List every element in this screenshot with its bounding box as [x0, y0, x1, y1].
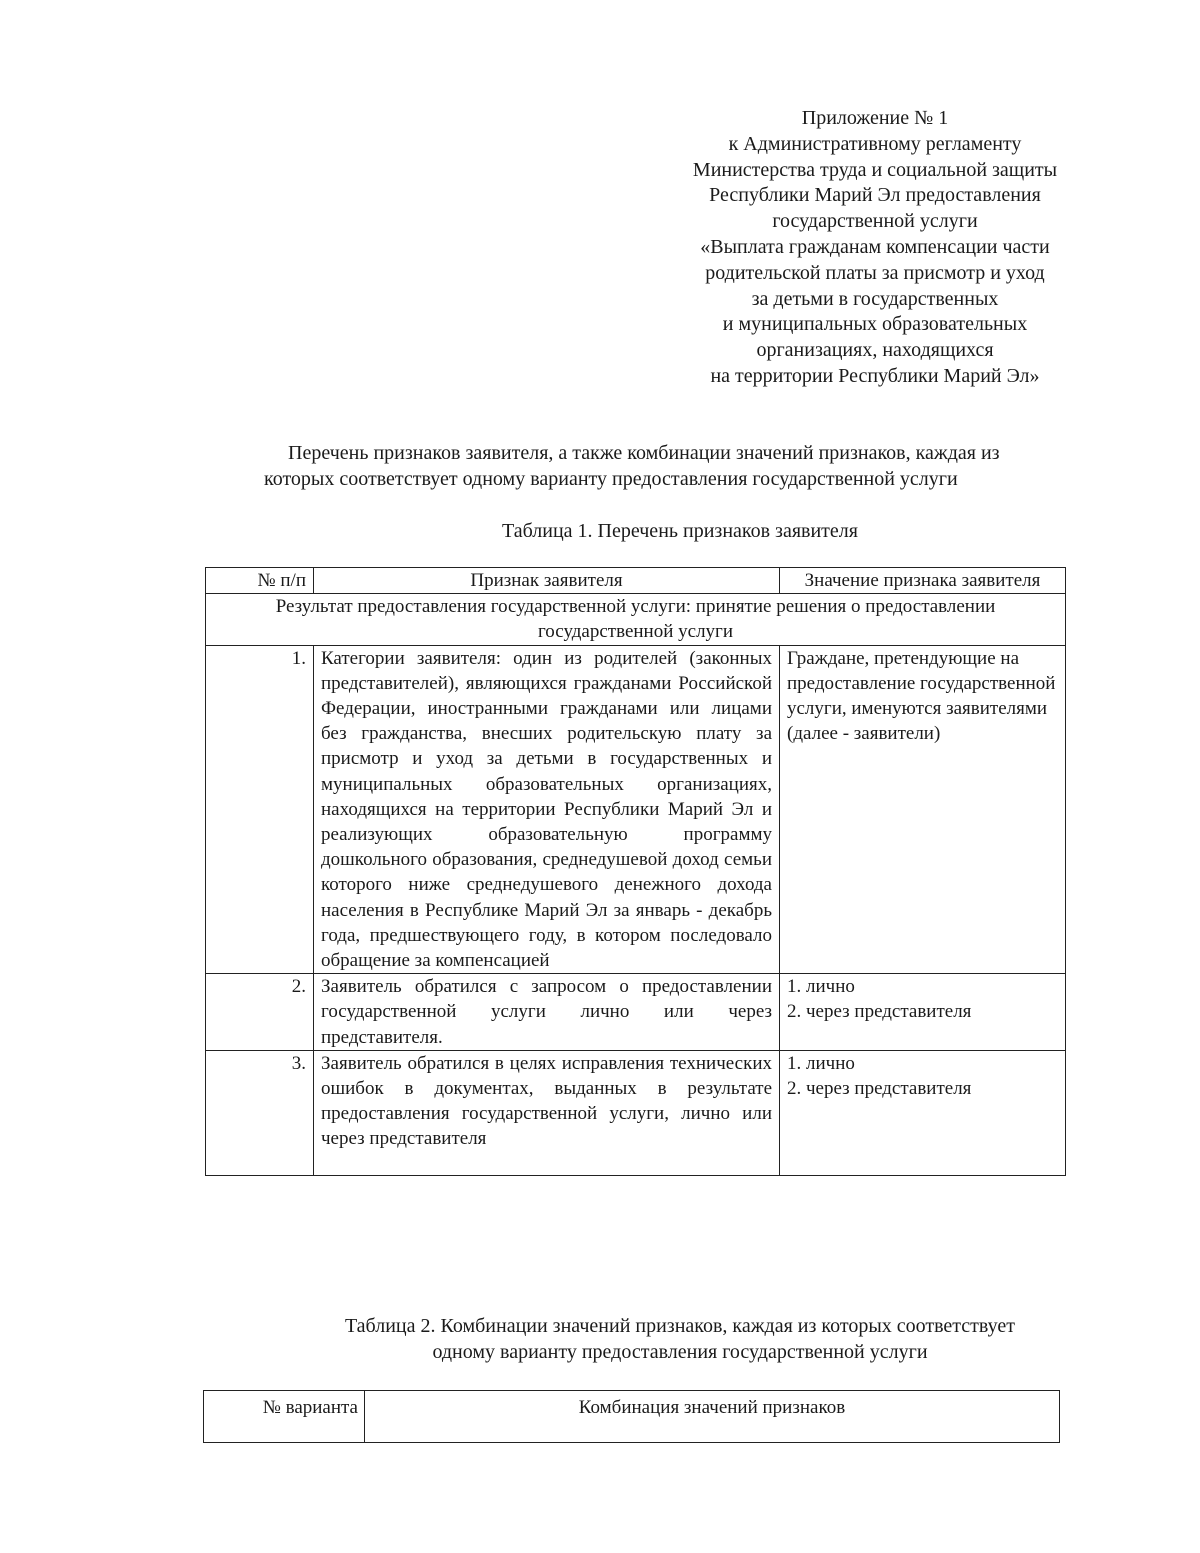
header-attribute: Признак заявителя	[314, 568, 780, 594]
document-heading	[258, 440, 1088, 492]
section-row	[206, 594, 1066, 645]
appendix-block	[660, 106, 1090, 390]
value-option: 2. через представителя	[787, 1001, 972, 1023]
row-num: 1.	[206, 645, 314, 974]
row-value	[780, 1050, 1066, 1175]
row-attribute: Заявитель обратился с запросом о предоставлении государственной услуги лично или через представителя.	[314, 974, 780, 1051]
appendix-line: за детьми в государственных	[751, 287, 999, 310]
row-attribute: Заявитель обратился в целях исправления технических ошибок в документах, выданных в результате предоставления государственной услуги, лично или через представителя	[314, 1050, 780, 1175]
section-title: Результат предоставления государственной услуги: принятие решения о предоставлении государственной услуги	[206, 594, 1066, 645]
header-variant: № варианта	[204, 1391, 365, 1443]
variant-combinations-table	[203, 1390, 1060, 1443]
appendix-line: Министерства труда и социальной защиты	[692, 158, 1058, 181]
table-row	[206, 1050, 1066, 1175]
appendix-line: Приложение № 1	[801, 107, 949, 129]
heading-line-1: Перечень признаков заявителя, а также комбинации значений признаков, каждая из	[288, 442, 1000, 464]
table-header-row	[204, 1391, 1060, 1443]
row-value	[780, 974, 1066, 1051]
value-option: 1. лично	[787, 976, 855, 998]
heading-line-2: которых соответствует одному варианту предоставления государственной услуги	[264, 468, 958, 490]
row-value: Граждане, претендующие на предоставление государственной услуги, именуются заявителями (далее - заявители)	[780, 645, 1066, 974]
table-header-row	[206, 568, 1066, 594]
header-value: Значение признака заявителя	[780, 568, 1066, 594]
row-num: 3.	[206, 1050, 314, 1175]
value-option: 2. через представителя	[787, 1078, 972, 1100]
table2-caption-line-1: Таблица 2. Комбинации значений признаков, каждая из которых соответствует	[344, 1315, 1016, 1337]
table2-caption-line-2: одному варианту предоставления государственной услуги	[432, 1341, 928, 1363]
appendix-line: родительской платы за присмотр и уход	[705, 261, 1045, 284]
appendix-line: и муниципальных образовательных	[722, 313, 1028, 336]
applicant-attributes-table	[205, 567, 1066, 1176]
appendix-line: Республики Марий Эл предоставления	[709, 184, 1041, 207]
appendix-line: организациях, находящихся	[756, 339, 994, 362]
table-row	[206, 974, 1066, 1051]
table-row	[206, 645, 1066, 974]
row-attribute: Категории заявителя: один из родителей (законных представителей), являющихся гражданами Российской Федерации, иностранными гражданами или лицами без гражданства, внесших родительскую плату за присмотр и уход за детьми в государственных и муниципальных образовательных организациях, находящихся на территории Республики Марий Эл и реализующих образовательную программу дошкольного образования, среднедушевой доход семьи которого ниже среднедушевого денежного дохода населения в Республике Марий Эл за январь - декабрь года, предшествующего году, в котором последовало обращение за компенсацией	[314, 645, 780, 974]
table1-caption: Таблица 1. Перечень признаков заявителя	[502, 520, 858, 542]
header-combination: Комбинация значений признаков	[365, 1391, 1060, 1443]
header-num: № п/п	[206, 568, 314, 594]
appendix-line: государственной услуги	[772, 210, 978, 233]
appendix-line: на территории Республики Марий Эл»	[710, 364, 1040, 387]
appendix-line: к Административному регламенту	[728, 132, 1022, 155]
row-num: 2.	[206, 974, 314, 1051]
value-option: 1. лично	[787, 1052, 855, 1074]
appendix-line: «Выплата гражданам компенсации части	[700, 235, 1050, 258]
table2-caption	[300, 1313, 1060, 1365]
